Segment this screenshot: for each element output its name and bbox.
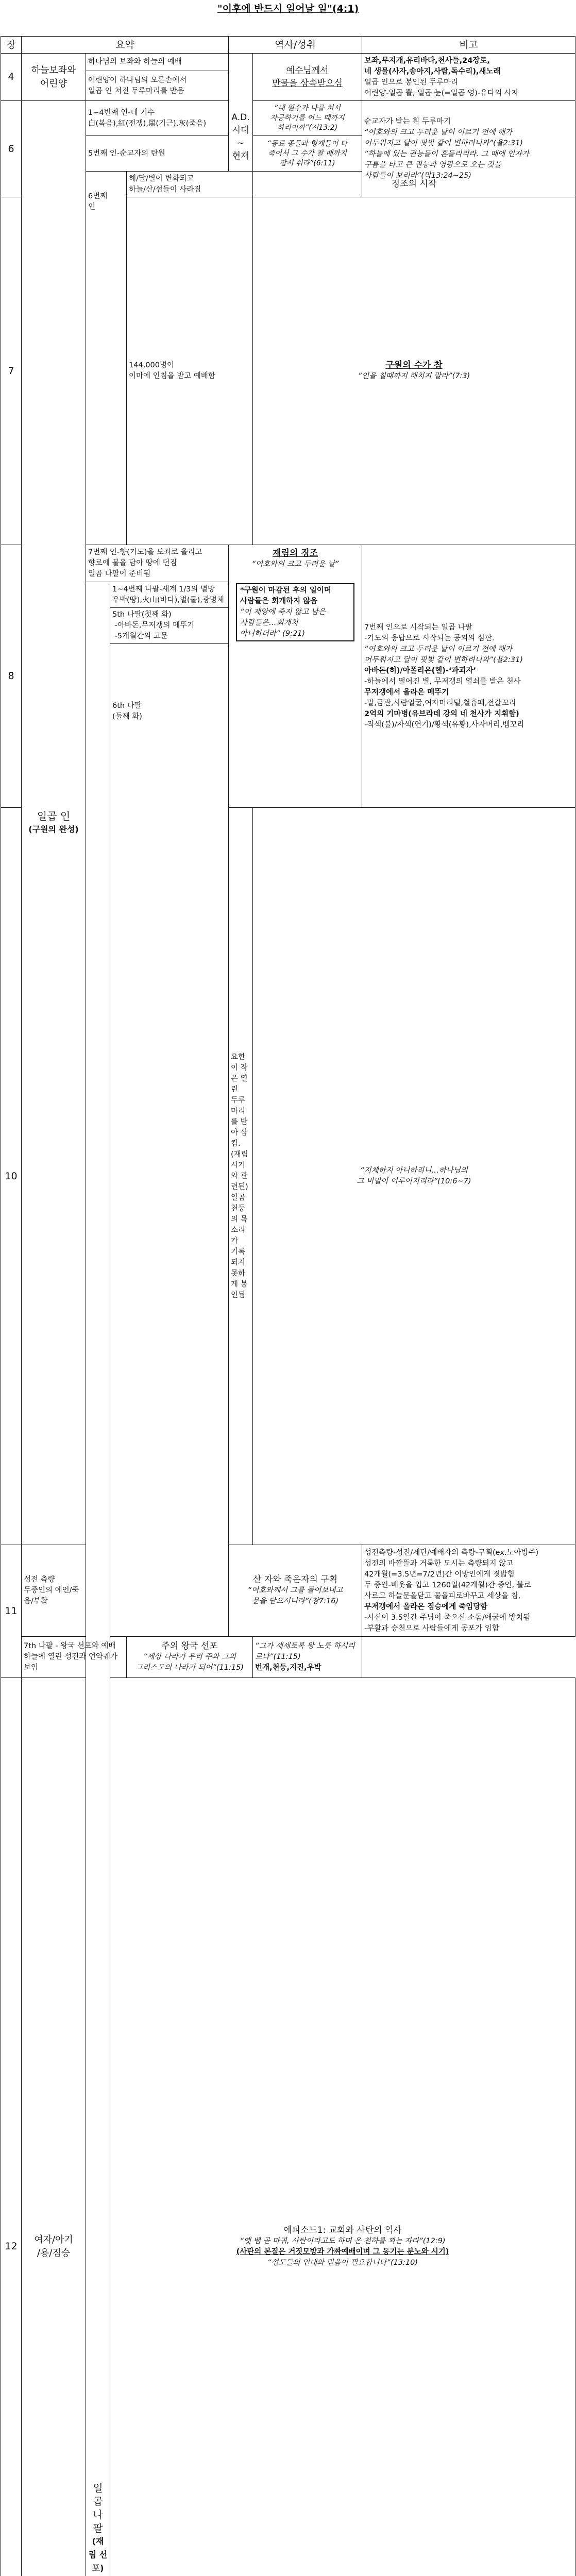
history-cell: “내 원수가 나를 쳐서 자긍하기를 어느 때까지 하리이까”(시13:2) bbox=[253, 101, 362, 136]
section-label: 여자/아기 /용/짐승 bbox=[22, 1678, 86, 2576]
chapter-number: 11 bbox=[1, 1545, 22, 1678]
summary-cell: 5번째 인-순교자의 탄원 bbox=[86, 136, 229, 172]
era-label: A.D. 시대 ~ 현재 bbox=[229, 54, 253, 172]
summary-cell: 성전 측량 두증인의 예언/죽음/부활 bbox=[22, 1545, 86, 1637]
header-note: 비고 bbox=[362, 37, 575, 54]
header-summary: 요약 bbox=[22, 37, 229, 54]
sixth-trumpet-label: 6th 나팔 (둘째 화) bbox=[110, 644, 229, 1637]
header-chapter: 장 bbox=[1, 37, 22, 54]
sixth-seal-label: 6번째 인 bbox=[86, 172, 127, 545]
summary-cell: 1~4번째 나팔-세계 1/3의 멸망 우박(땅),火山(바다),별(물),광명체 bbox=[110, 582, 253, 608]
table-row bbox=[1, 545, 575, 582]
chapter-number: 10 bbox=[1, 808, 22, 1545]
note-cell: 7번째 인으로 시작되는 일곱 나팔 -기도의 응답으로 시작되는 공의의 심판. “여호와의 크고 두려운 날이 이르기 전에 해가 어두워지고 달이 핏빛 같이 변하려니와”(욜2:31) 아바돈(히)/아폴리온(헬)-‘파괴자’ -하늘에서 떨어진 별, 무저갱의 열쇠를 받은 천사 무저갱에서 올라온 메뚜기 -말,금관,사람얼굴,여자머리털,철흉패,전갈꼬리 2억의 기마병(유브라데 강의 네 천사가 지휘함) -적색(불)/자색(연기)/황색(유황),사자머리,뱀꼬리 bbox=[362, 545, 575, 808]
summary-cell: 1~4번째 인-네 기수 白(복음),紅(전쟁),黑(기근),灰(죽음) bbox=[86, 101, 229, 136]
chapter-number: 8 bbox=[1, 545, 22, 808]
summary-cell: 144,000명이 이마에 인침을 받고 예배함 bbox=[127, 197, 253, 545]
table-row bbox=[1, 54, 575, 71]
summary-cell: 7번째 인-향(기도)을 보좌로 올리고 향로에 불을 담아 땅에 던짐 일곱 나팔이 준비됨 bbox=[86, 545, 229, 582]
history-cell: 예수님께서 만물을 상속받으심 bbox=[253, 54, 362, 101]
revelation-table bbox=[1, 36, 575, 2576]
history-cell: “지체하지 아니하리니…하나님의 그 비밀이 이루어지리라”(10:6~7) bbox=[253, 808, 575, 1545]
summary-cell: 에피소드1: 교회와 사탄의 역사 “옛 뱀 곧 마귀, 사탄이라고도 하며 온 천하를 꾀는 자라”(12:9) (사탄의 본질은 거짓모방과 가짜예배이며 그 동기는 분노와 시기) “성도들의 인내와 믿음이 필요합니다”(13:10) bbox=[110, 1678, 575, 2576]
summary-cell: 하나님의 보좌와 하늘의 예배 bbox=[86, 54, 229, 71]
history-cell: 구원의 수가 참 “인을 칠때까지 해치지 말라”(7:3) bbox=[253, 197, 575, 545]
note-cell: 성전측량-성전/제단/예배자의 측량-구획(ex.노아방주) 성전의 바깥뜰과 거룩한 도시는 측량되지 않고 42개월(=3.5년=7/2년)간 이방인에게 짓밟힘 두 증인-베옷을 입고 1260일(42개월)간 증언, 불로 사르고 하늘문을닫고 물을피로바꾸고 세상을 침, 무저갱에서 올라온 짐승에게 죽임당함 -시신이 3.5일간 주님이 죽으신 소돔/애굽에 방치됨 -부활과 승천으로 사람들에게 공포가 임함 bbox=[362, 1545, 575, 1637]
table-row bbox=[1, 1637, 575, 1678]
chapter-number: 6 bbox=[1, 101, 22, 197]
summary-cell: 요한이 작은 열린 두루마리를 받아 삼킴. (재림 시기와 관련된) 일곱천둥의 목소리가 기록되지 못하게 봉인됨 bbox=[229, 808, 253, 1545]
summary-cell: 7th 나팔 - 왕국 선포와 예배 하늘에 열린 성전과 언약궤가 보임 bbox=[22, 1637, 127, 1678]
section-label-trumpets: 일곱 나팔 (재림 선포) bbox=[86, 582, 110, 2576]
note-cell: 순교자가 받는 흰 두루마기 “여호와의 크고 두려운 날이 이르기 전에 해가 어두워지고 달이 핏빛 같이 변하려니와”(욜2:31) “하늘에 있는 권능들이 흔들리리라. 그 때에 인자가 구름을 타고 큰 권능과 영광으로 오는 것을 사람들이 보리라”(막13:24~25) bbox=[362, 101, 575, 197]
history-cell: “동료 종들과 형제들이 다 죽어서 그 수가 찰 때까지 잠시 쉬라”(6:11) bbox=[253, 136, 362, 172]
table-row bbox=[1, 101, 575, 136]
history-cell: 재림의 징조 “여호와의 크고 두려운 날” *구원이 마감된 후의 일이며 사람들은 회개하지 않음 “이 재앙에 죽지 않고 남은 사람들은…회개치 아니하더라” (9:21) bbox=[229, 545, 362, 808]
section-label-seals: 일곱 인 (구원의 완성) bbox=[22, 101, 86, 1545]
header-history: 역사/성취 bbox=[229, 37, 362, 54]
history-cell: 산 자와 죽은자의 구획 “여호와께서 그를 들여보내고 문을 닫으시니라”(창7:16) bbox=[229, 1545, 362, 1637]
chapter-number: 4 bbox=[1, 54, 22, 101]
section-label: 하늘보좌와 어린양 bbox=[22, 54, 86, 101]
history-cell: 징조의 시작 bbox=[253, 172, 575, 197]
chapter-number: 7 bbox=[1, 197, 22, 545]
warning-box: *구원이 마감된 후의 일이며 사람들은 회개하지 않음 “이 재앙에 죽지 않고 남은 사람들은…회개치 아니하더라” (9:21) bbox=[236, 583, 354, 641]
table-row bbox=[1, 172, 575, 197]
summary-cell: 어린양이 하나님의 오른손에서 일곱 인 쳐진 두루마리를 받음 bbox=[86, 71, 229, 101]
summary-cell: 해/달/별이 변화되고 하늘/산/섬들이 사라짐 bbox=[127, 172, 253, 197]
note-cell: “그가 세세토록 왕 노릇 하시리로다”(11:15) 번개,천둥,지진,우박 bbox=[253, 1637, 362, 1678]
history-cell: 주의 왕국 선포 “세상 나라가 우리 주와 그의 그리스도의 나라가 되어”(11:15) bbox=[127, 1637, 253, 1678]
note-cell: 보좌,무지개,유리바다,천사들,24장로, 네 생물(사자,송아지,사람,독수리),새노래 일곱 인으로 봉인된 두루마리 어린양-일곱 뿔, 일곱 눈(=일곱 영)-유다의 사자 bbox=[362, 54, 575, 101]
document-title: "이후에 반드시 일어날 일"(4:1) bbox=[0, 1, 576, 15]
summary-cell: 5th 나팔(첫째 화) -아바돈,무저갱의 메뚜기 -5개월간의 고문 bbox=[110, 608, 253, 644]
header-row bbox=[1, 37, 575, 54]
chapter-number: 12 bbox=[1, 1678, 22, 2576]
